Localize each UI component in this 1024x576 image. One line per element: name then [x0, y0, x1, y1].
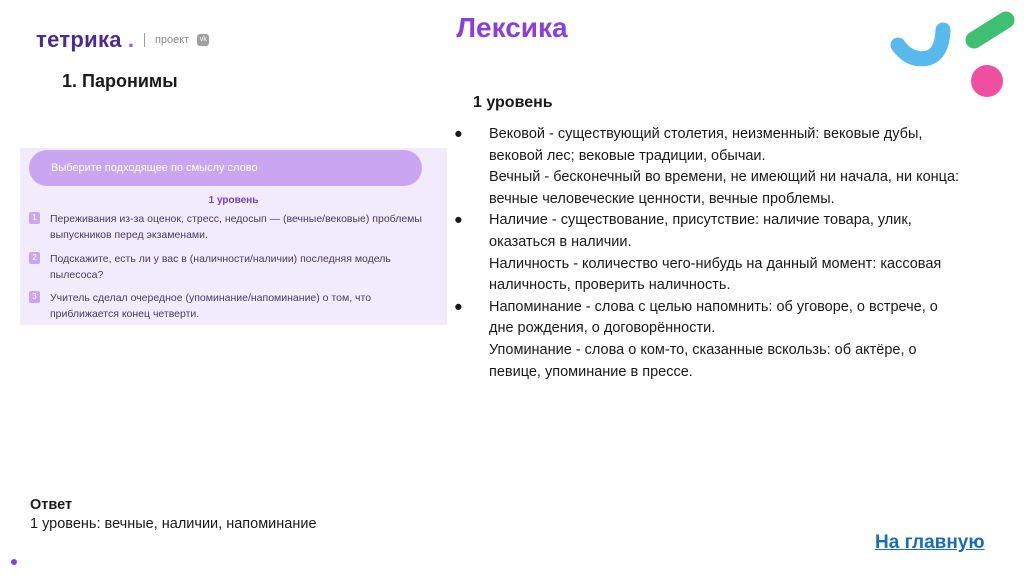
corner-dot-icon [11, 559, 17, 565]
logo-wordmark: тетрика [36, 27, 122, 52]
exercise-level-label: 1 уровень [208, 195, 259, 206]
logo-project-label: проект [154, 34, 190, 46]
definition-line: Вечный - бесконечный во времени, не имеющий ни начала, ни конца: [489, 169, 960, 186]
definition-line: дне рождения, о договорённости. [489, 320, 716, 337]
exercise-card-image [20, 148, 447, 325]
answer-text: 1 уровень: вечные, наличии, напоминание [30, 516, 317, 532]
bullet-icon: ● [454, 212, 463, 229]
definition-line: Наличность - количество чего-нибудь на данный момент: кассовая [489, 255, 942, 272]
home-link[interactable]: На главную [875, 532, 985, 553]
page-title: Лексика [456, 12, 568, 43]
item-number-badge: 3 [29, 291, 40, 303]
definition-line: вечные человеческие ценности, вечные проблемы. [489, 190, 835, 207]
pink-circle-shape [971, 65, 1003, 97]
definition-line: наличность, проверить наличность. [489, 277, 731, 294]
decorative-shapes [880, 0, 1024, 110]
item-number-badge: 2 [29, 252, 40, 264]
item-number-badge: 1 [29, 212, 40, 224]
bullet-icon: ● [454, 126, 463, 142]
green-pill-shape [974, 20, 1006, 40]
section-title: 1. Паронимы [62, 71, 178, 91]
vk-icon: vk [197, 34, 209, 46]
definition-line: Упоминание - слова о ком-то, сказанные вскользь: об актёре, о [489, 341, 917, 358]
exercise-instruction-bar: Выберите подходящее по смыслу слово [29, 150, 422, 186]
item-text: Переживания из-за оценок, стресс, недосып — (вечные/вековые) проблемы выпускников перед экзаменами. [50, 213, 422, 241]
definition-line: Напоминание - слова с целью напомнить: об уговоре, о встрече, о [489, 298, 938, 315]
definition-item [454, 297, 994, 383]
exercise-item [29, 211, 434, 243]
definition-item [454, 124, 994, 210]
definition-line: вековой лес; вековые традиции, обычаи. [489, 147, 766, 164]
item-text: Подскажите, есть ли у вас в (наличности/наличии) последняя модель пылесоса? [50, 253, 391, 281]
definition-line: певице, упоминание в прессе. [489, 363, 693, 380]
bullet-icon: ● [454, 298, 463, 315]
level-heading: 1 уровень [473, 94, 553, 111]
exercise-item [29, 251, 434, 283]
answer-heading: Ответ [30, 497, 73, 513]
exercise-item [29, 290, 434, 322]
item-text: Учитель сделал очередное (упоминание/напоминание) о том, что приближается конец четверти. [50, 292, 372, 320]
definition-line: Вековой - существующий столетия, неизменный: вековые дубы, [489, 126, 923, 142]
definition-item [454, 210, 994, 296]
definition-line: Наличие - существование, присутствие: наличие товара, улик, [489, 212, 912, 229]
blue-swoosh-shape [898, 30, 943, 59]
definitions-list [454, 124, 994, 383]
definition-line: оказаться в наличии. [489, 233, 632, 250]
logo-dot-icon: . [127, 27, 134, 52]
